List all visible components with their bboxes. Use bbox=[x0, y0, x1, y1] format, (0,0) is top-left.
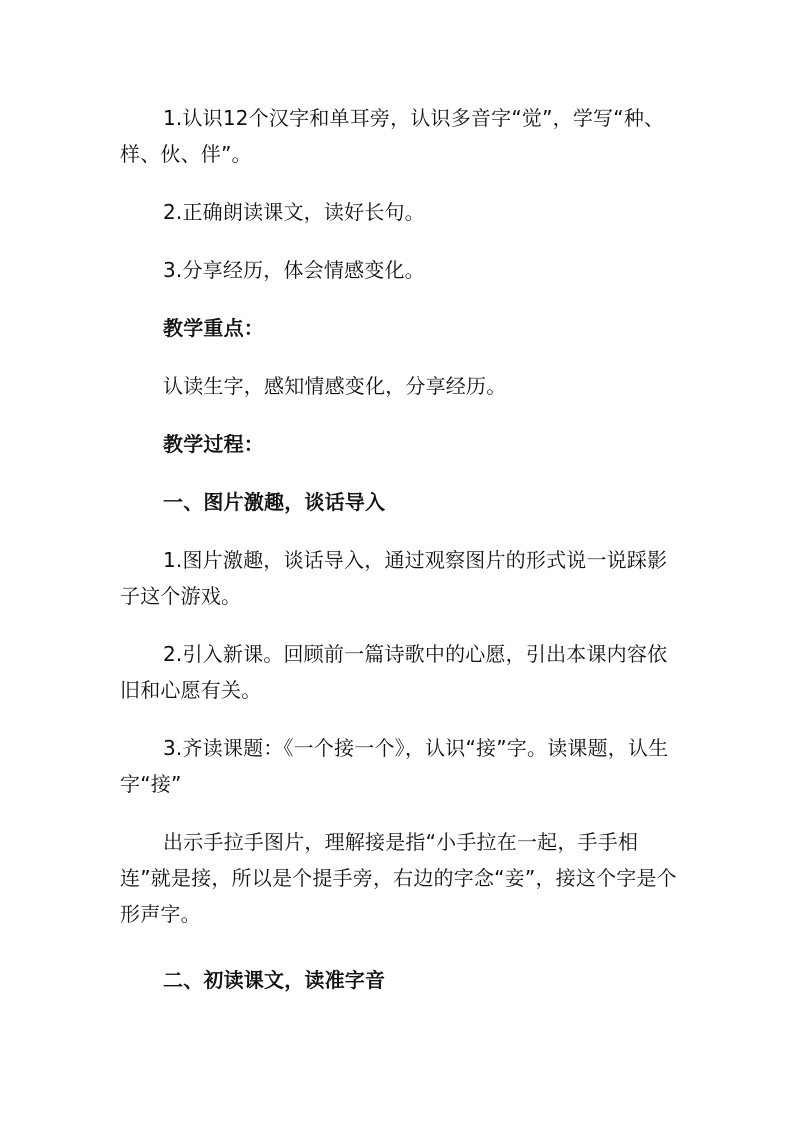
section-1-step-1: 1.图片激趣，谈话导入，通过观察图片的形式说一说踩影子这个游戏。 bbox=[120, 548, 668, 608]
teaching-focus-text: 认读生字，感知情感变化，分享经历。 bbox=[163, 374, 507, 398]
objective-1: 1.认识12个汉字和单耳旁，认识多音字“觉”，学写“种、样、伙、伴”。 bbox=[120, 106, 665, 166]
section-1-heading: 一、图片激趣，谈话导入 bbox=[163, 490, 386, 514]
teaching-focus-heading: 教学重点： bbox=[163, 316, 264, 340]
section-2-heading: 二、初读课文，读准字音 bbox=[163, 968, 386, 992]
teaching-process-heading: 教学过程： bbox=[163, 432, 264, 456]
objective-3: 3.分享经历，体会情感变化。 bbox=[163, 258, 425, 282]
section-1-explanation: 出示手拉手图片，理解接是指“小手拉在一起，手手相连”就是接，所以是个提手旁，右边的字念“妾”，接这个字是个形声字。 bbox=[120, 830, 677, 926]
section-1-step-2: 2.引入新课。回顾前一篇诗歌中的心愿，引出本课内容依旧和心愿有关。 bbox=[120, 642, 668, 702]
section-1-step-3: 3.齐读课题：《一个接一个》，认识“接”字。读课题，认生字“接” bbox=[120, 736, 669, 796]
document-body bbox=[120, 100, 680, 1020]
objective-2: 2.正确朗读课文，读好长句。 bbox=[163, 200, 425, 224]
